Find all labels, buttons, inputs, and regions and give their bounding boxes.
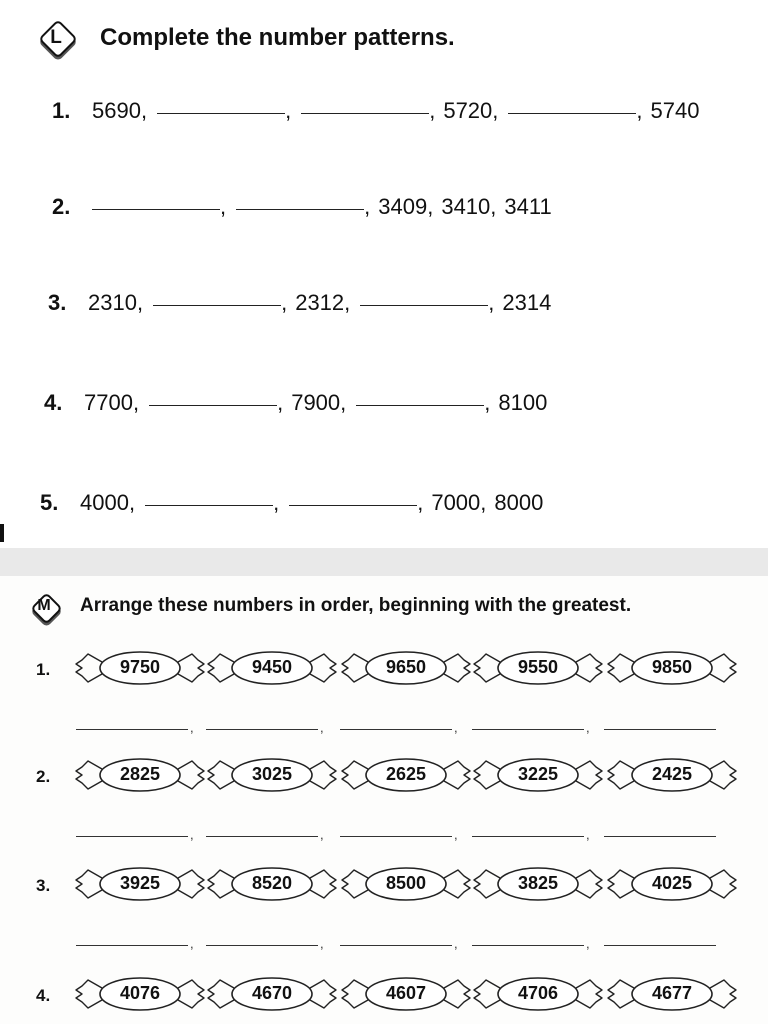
- comma: ,: [490, 194, 497, 219]
- candy-value: 2625: [385, 764, 427, 784]
- question-number: 2.: [36, 767, 51, 786]
- pattern-term: 4000: [80, 490, 129, 515]
- candy-number: [74, 866, 206, 902]
- comma: ,: [281, 290, 288, 315]
- question-number: 4.: [36, 986, 51, 1005]
- candy-number: [340, 976, 472, 1012]
- answer-blank[interactable]: [206, 835, 318, 837]
- worksheet-bottom: [0, 576, 768, 1024]
- answer-blank[interactable]: [149, 404, 277, 406]
- answer-blank[interactable]: [472, 835, 584, 837]
- pattern-term: 3411: [504, 194, 552, 219]
- answer-blank[interactable]: [145, 504, 273, 506]
- candy-value: 4670: [251, 983, 293, 1003]
- comma: ,: [454, 936, 458, 951]
- section-m-title: Arrange these numbers in order, beginning with the greatest.: [80, 595, 632, 616]
- answer-blank[interactable]: [604, 944, 716, 946]
- comma: ,: [190, 936, 194, 951]
- pattern-row: [52, 98, 699, 124]
- answer-blank[interactable]: [508, 112, 636, 114]
- comma: ,: [344, 290, 351, 315]
- comma: ,: [586, 936, 590, 951]
- answer-blank[interactable]: [472, 728, 584, 730]
- answer-blank[interactable]: [340, 728, 452, 730]
- answer-blank[interactable]: [289, 504, 417, 506]
- answer-blank[interactable]: [76, 835, 188, 837]
- answer-blank[interactable]: [76, 728, 188, 730]
- candy-value: 2425: [651, 764, 693, 784]
- answer-blank[interactable]: [92, 208, 220, 210]
- pattern-term: 5720: [443, 98, 493, 123]
- candy-number: [606, 650, 738, 686]
- pattern-term: 5690: [92, 98, 141, 123]
- answer-blank[interactable]: [206, 944, 318, 946]
- comma: ,: [277, 390, 284, 415]
- candy-value: 3225: [517, 764, 559, 784]
- answer-blank[interactable]: [356, 404, 484, 406]
- comma: ,: [340, 390, 347, 415]
- comma: ,: [220, 194, 227, 219]
- comma: ,: [128, 490, 136, 515]
- comma: ,: [132, 390, 140, 415]
- candy-number: [206, 976, 338, 1012]
- answer-blank[interactable]: [76, 944, 188, 946]
- candy-number: [472, 757, 604, 793]
- pattern-term: 7700: [84, 390, 133, 415]
- candy-value: 3025: [251, 764, 293, 784]
- candy-number: [472, 650, 604, 686]
- candy-value: 8520: [251, 873, 293, 893]
- comma: ,: [190, 720, 194, 735]
- section-l-title: Complete the number patterns.: [100, 24, 455, 51]
- answer-blank[interactable]: [360, 304, 488, 306]
- comma: ,: [190, 827, 194, 842]
- pattern-term: 5740: [650, 98, 700, 123]
- answer-blank[interactable]: [604, 728, 716, 730]
- comma: ,: [285, 98, 292, 123]
- candy-value: 4677: [651, 983, 693, 1003]
- pattern-term: 2312: [295, 290, 345, 315]
- candy-number: [206, 866, 338, 902]
- pattern-row: [52, 194, 552, 220]
- comma: ,: [429, 98, 436, 123]
- section-m-badge-letter: M: [37, 597, 51, 614]
- candy-value: 9450: [251, 657, 293, 677]
- pattern-term: 8100: [498, 390, 548, 415]
- candy-value: 9650: [385, 657, 427, 677]
- pattern-term: 2310: [88, 290, 137, 315]
- comma: ,: [140, 98, 148, 123]
- question-number: 3.: [48, 290, 67, 315]
- comma: ,: [586, 827, 590, 842]
- comma: ,: [492, 98, 499, 123]
- answer-blank[interactable]: [206, 728, 318, 730]
- candy-value: 4025: [651, 873, 693, 893]
- answer-blank[interactable]: [236, 208, 364, 210]
- candy-number: [606, 976, 738, 1012]
- comma: ,: [364, 194, 371, 219]
- page-edge-mark: [0, 524, 4, 542]
- comma: ,: [454, 720, 458, 735]
- candy-value: 9750: [119, 657, 161, 677]
- candy-value: 3925: [119, 873, 161, 893]
- page-gap: [0, 548, 768, 576]
- candy-number: [74, 757, 206, 793]
- comma: ,: [484, 390, 491, 415]
- candy-number: [340, 757, 472, 793]
- answer-blank[interactable]: [157, 112, 285, 114]
- answer-blank[interactable]: [604, 835, 716, 837]
- comma: ,: [636, 98, 643, 123]
- question-number: 1.: [36, 660, 51, 679]
- pattern-term: 7900: [291, 390, 341, 415]
- candy-number: [340, 650, 472, 686]
- comma: ,: [320, 936, 324, 951]
- pattern-row: [40, 490, 543, 516]
- comma: ,: [488, 290, 495, 315]
- question-number: 4.: [44, 390, 63, 415]
- section-l-badge-letter: L: [50, 27, 62, 48]
- candy-value: 9850: [651, 657, 693, 677]
- comma: ,: [586, 720, 590, 735]
- candy-value: 4076: [119, 983, 161, 1003]
- answer-blank[interactable]: [153, 304, 281, 306]
- answer-blank[interactable]: [340, 944, 452, 946]
- comma: ,: [480, 490, 487, 515]
- answer-blank[interactable]: [340, 835, 452, 837]
- candy-value: 4706: [517, 983, 559, 1003]
- candy-value: 2825: [119, 764, 161, 784]
- comma: ,: [136, 290, 144, 315]
- candy-number: [206, 650, 338, 686]
- comma: ,: [273, 490, 280, 515]
- candy-value: 8500: [385, 873, 427, 893]
- candy-value: 3825: [517, 873, 559, 893]
- pattern-term: 8000: [494, 490, 544, 515]
- candy-number: [472, 866, 604, 902]
- question-number: 3.: [36, 876, 51, 895]
- candy-number: [206, 757, 338, 793]
- candy-number: [74, 976, 206, 1012]
- candy-number: [340, 866, 472, 902]
- candy-value: 9550: [517, 657, 559, 677]
- question-number: 5.: [40, 490, 59, 515]
- candy-number: [472, 976, 604, 1012]
- comma: ,: [320, 720, 324, 735]
- candy-number: [74, 650, 206, 686]
- pattern-term: 3410: [441, 194, 491, 219]
- candy-number: [606, 757, 738, 793]
- pattern-row: [44, 390, 547, 416]
- pattern-term: 2314: [502, 290, 552, 315]
- pattern-row: [48, 290, 551, 316]
- answer-blank[interactable]: [301, 112, 429, 114]
- candy-value: 4607: [385, 983, 427, 1003]
- pattern-term: 7000: [431, 490, 481, 515]
- comma: ,: [417, 490, 424, 515]
- comma: ,: [427, 194, 434, 219]
- candy-number: [606, 866, 738, 902]
- answer-blank[interactable]: [472, 944, 584, 946]
- pattern-term: 3409: [378, 194, 428, 219]
- comma: ,: [320, 827, 324, 842]
- question-number: 2.: [52, 194, 71, 219]
- question-number: 1.: [52, 98, 71, 123]
- comma: ,: [454, 827, 458, 842]
